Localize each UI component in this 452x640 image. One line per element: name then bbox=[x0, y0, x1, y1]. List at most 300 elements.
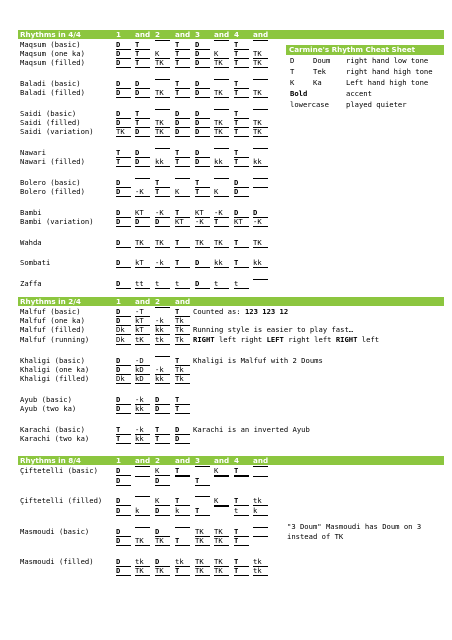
beat-cell bbox=[253, 279, 268, 280]
rhythm-note bbox=[193, 335, 379, 344]
beat-cell: TK bbox=[214, 127, 229, 137]
beat-cell bbox=[214, 40, 229, 41]
beat-cell: TK bbox=[155, 536, 170, 546]
beat-cell: T bbox=[155, 425, 170, 435]
beat-cell bbox=[253, 79, 268, 80]
beat-cell bbox=[214, 79, 229, 80]
legend-description: played quieter bbox=[346, 100, 407, 109]
beat-cell: T bbox=[175, 40, 190, 50]
beat-cell bbox=[214, 148, 229, 149]
beat-cell: t bbox=[155, 279, 170, 289]
beat-cell bbox=[155, 109, 170, 110]
beat-cell: TK bbox=[155, 118, 170, 128]
beat-cell bbox=[135, 178, 150, 179]
beat-cell bbox=[214, 476, 229, 477]
beat-cell bbox=[253, 40, 268, 41]
rhythm-note bbox=[193, 325, 353, 334]
rhythm-name: Malfuf (one ka) bbox=[20, 316, 85, 325]
rhythm-name: Khaligi (one ka) bbox=[20, 365, 90, 374]
beat-cell: T bbox=[234, 238, 249, 248]
beat-cell: T bbox=[234, 258, 249, 268]
beat-cell bbox=[135, 476, 150, 477]
note-text: LEFT bbox=[266, 335, 284, 344]
legend-symbol: Bold bbox=[290, 89, 308, 98]
beat-cell bbox=[155, 148, 170, 149]
beat-cell: T bbox=[135, 49, 150, 59]
beat-cell: kk bbox=[155, 325, 170, 335]
beat-cell: D bbox=[175, 109, 190, 119]
beat-cell: -k bbox=[155, 365, 170, 375]
beat-cell: D bbox=[195, 127, 210, 137]
beat-cell: D bbox=[195, 118, 210, 128]
beat-cell: D bbox=[175, 127, 190, 137]
beat-cell: D bbox=[116, 307, 131, 317]
section-title: Rhythms in 4/4 bbox=[20, 30, 81, 39]
beat-cell bbox=[253, 178, 268, 179]
masmoudi-note-line1: "3 Doum" Masmoudi has Doum on 3 bbox=[287, 522, 422, 531]
rhythm-note bbox=[193, 425, 310, 434]
beat-cell: TK bbox=[253, 88, 268, 98]
beat-cell: t bbox=[234, 506, 249, 516]
beat-cell: T bbox=[175, 58, 190, 68]
section-title: Rhythms in 8/4 bbox=[20, 456, 81, 465]
beat-cell: D bbox=[116, 466, 131, 476]
beat-cell: T bbox=[175, 258, 190, 268]
beat-header: and bbox=[175, 30, 191, 39]
beat-cell: T bbox=[234, 88, 249, 98]
beat-cell: Tk bbox=[175, 316, 190, 326]
beat-cell: D bbox=[116, 279, 131, 289]
beat-cell: TK bbox=[116, 127, 131, 137]
beat-cell: T bbox=[234, 127, 249, 137]
beat-cell: D bbox=[116, 527, 131, 537]
beat-cell: D bbox=[195, 58, 210, 68]
beat-cell: D bbox=[116, 40, 131, 50]
rhythm-name: Maqsum (basic) bbox=[20, 40, 81, 49]
beat-cell: kk bbox=[155, 374, 170, 384]
beat-cell: D bbox=[175, 425, 190, 435]
beat-cell: tK bbox=[135, 335, 150, 345]
beat-cell: t bbox=[214, 279, 229, 289]
beat-cell: TK bbox=[253, 127, 268, 137]
beat-cell: D bbox=[155, 217, 170, 227]
beat-cell bbox=[253, 148, 268, 149]
beat-cell: D bbox=[155, 395, 170, 405]
beat-cell: D bbox=[116, 258, 131, 268]
beat-cell: kk bbox=[214, 258, 229, 268]
beat-cell: TK bbox=[253, 118, 268, 128]
beat-cell: D bbox=[155, 527, 170, 537]
beat-cell: T bbox=[234, 58, 249, 68]
beat-cell bbox=[135, 496, 150, 497]
rhythm-name: Karachi (two ka) bbox=[20, 434, 90, 443]
beat-cell: D bbox=[116, 356, 131, 366]
beat-cell: D bbox=[116, 566, 131, 576]
beat-cell: D bbox=[116, 395, 131, 405]
rhythm-name: Saidi (basic) bbox=[20, 109, 77, 118]
beat-cell: K bbox=[155, 466, 170, 476]
beat-header: 3 bbox=[195, 456, 201, 465]
beat-cell: t bbox=[234, 279, 249, 289]
beat-cell: D bbox=[116, 79, 131, 89]
beat-cell: TK bbox=[214, 557, 229, 567]
beat-cell: D bbox=[116, 557, 131, 567]
beat-cell: KT bbox=[195, 208, 210, 218]
beat-cell: D bbox=[175, 118, 190, 128]
note-text: right left bbox=[283, 335, 336, 344]
beat-header: 4 bbox=[234, 30, 240, 39]
beat-cell: tk bbox=[155, 335, 170, 345]
beat-cell: D bbox=[116, 316, 131, 326]
beat-cell: D bbox=[116, 536, 131, 546]
cheat-sheet-legend bbox=[286, 45, 444, 110]
beat-cell: D bbox=[135, 88, 150, 98]
beat-cell: D bbox=[116, 208, 131, 218]
beat-cell: kk bbox=[214, 157, 229, 167]
beat-cell: D bbox=[155, 506, 170, 516]
beat-cell: K bbox=[214, 496, 229, 506]
beat-cell: T bbox=[234, 109, 249, 119]
rhythm-name: Maqsum (filled) bbox=[20, 58, 85, 67]
rhythm-note bbox=[193, 356, 323, 365]
beat-cell: T bbox=[234, 148, 249, 158]
beat-cell: D bbox=[116, 365, 131, 375]
beat-cell: D bbox=[195, 109, 210, 119]
beat-cell: k bbox=[253, 506, 268, 516]
beat-cell: D bbox=[116, 118, 131, 128]
beat-cell: TK bbox=[135, 536, 150, 546]
beat-cell: TK bbox=[214, 58, 229, 68]
beat-cell: T bbox=[175, 208, 190, 218]
legend-description: Left hand high tone bbox=[346, 78, 429, 87]
beat-cell: T bbox=[195, 187, 210, 197]
beat-cell: -K bbox=[155, 208, 170, 218]
legend-symbol: K bbox=[290, 78, 295, 87]
legend-symbol: D bbox=[290, 56, 295, 65]
beat-cell: T bbox=[135, 118, 150, 128]
beat-cell: TK bbox=[155, 238, 170, 248]
beat-cell: -K bbox=[195, 217, 210, 227]
beat-cell: TK bbox=[214, 118, 229, 128]
beat-cell: D bbox=[116, 404, 131, 414]
beat-cell: -T bbox=[135, 307, 150, 317]
beat-cell: T bbox=[175, 79, 190, 89]
beat-cell: T bbox=[234, 118, 249, 128]
beat-cell: Tk bbox=[175, 365, 190, 375]
beat-cell: tk bbox=[253, 496, 268, 506]
beat-cell: T bbox=[234, 49, 249, 59]
beat-cell: T bbox=[175, 466, 190, 476]
beat-cell: Tk bbox=[175, 325, 190, 335]
beat-cell: TK bbox=[135, 566, 150, 576]
beat-cell: kk bbox=[135, 434, 150, 444]
beat-cell: D bbox=[116, 88, 131, 98]
beat-cell: T bbox=[195, 178, 210, 188]
rhythm-name: Zaffa bbox=[20, 279, 42, 288]
beat-cell: D bbox=[195, 49, 210, 59]
beat-cell: T bbox=[175, 356, 190, 366]
section-header bbox=[18, 30, 444, 39]
beat-cell: -k bbox=[135, 425, 150, 435]
beat-cell: kT bbox=[135, 258, 150, 268]
beat-cell: tk bbox=[135, 557, 150, 567]
rhythm-name: Ayub (basic) bbox=[20, 395, 72, 404]
beat-cell: D bbox=[135, 148, 150, 158]
rhythm-name: Bambi (variation) bbox=[20, 217, 94, 226]
beat-cell: kD bbox=[135, 365, 150, 375]
beat-cell: D bbox=[253, 208, 268, 218]
beat-header: and bbox=[214, 456, 230, 465]
rhythm-name: Khaligi (basic) bbox=[20, 356, 85, 365]
rhythm-name: Baladi (basic) bbox=[20, 79, 81, 88]
beat-cell: D bbox=[135, 157, 150, 167]
beat-header: 4 bbox=[234, 456, 240, 465]
beat-header: 3 bbox=[195, 30, 201, 39]
beat-cell bbox=[253, 527, 268, 528]
legend-row bbox=[286, 77, 444, 88]
beat-cell: TK bbox=[214, 238, 229, 248]
beat-cell: T bbox=[214, 217, 229, 227]
beat-cell: D bbox=[155, 404, 170, 414]
beat-cell: TK bbox=[195, 557, 210, 567]
legend-row bbox=[286, 88, 444, 99]
beat-cell bbox=[195, 466, 210, 467]
beat-cell: KT bbox=[175, 217, 190, 227]
beat-cell: T bbox=[116, 425, 131, 435]
beat-cell: TK bbox=[214, 566, 229, 576]
beat-header: and bbox=[214, 30, 230, 39]
beat-cell: T bbox=[175, 148, 190, 158]
beat-cell: T bbox=[234, 40, 249, 50]
beat-cell: T bbox=[155, 434, 170, 444]
rhythm-name: Karachi (basic) bbox=[20, 425, 85, 434]
beat-cell: D bbox=[116, 238, 131, 248]
rhythm-name: Bambi bbox=[20, 208, 42, 217]
beat-cell: -K bbox=[135, 187, 150, 197]
beat-cell: D bbox=[135, 79, 150, 89]
beat-cell: TK bbox=[155, 566, 170, 576]
beat-cell: -K bbox=[214, 208, 229, 218]
legend-symbol: T bbox=[290, 67, 295, 76]
beat-cell: D bbox=[116, 496, 131, 506]
rhythm-name: Malfuf (running) bbox=[20, 335, 90, 344]
beat-cell: D bbox=[155, 476, 170, 486]
legend-row bbox=[286, 55, 444, 66]
legend-sound: Ka bbox=[313, 78, 322, 87]
rhythm-note bbox=[193, 307, 288, 316]
beat-cell: D bbox=[195, 157, 210, 167]
beat-cell: D bbox=[116, 187, 131, 197]
beat-cell: T bbox=[175, 157, 190, 167]
note-text: RIGHT bbox=[193, 335, 215, 344]
beat-cell: T bbox=[175, 307, 190, 317]
legend-description: right hand low tone bbox=[346, 56, 429, 65]
legend-row bbox=[286, 66, 444, 77]
beat-cell: -k bbox=[155, 258, 170, 268]
beat-header: and bbox=[175, 456, 191, 465]
beat-header: and bbox=[253, 30, 269, 39]
beat-cell: T bbox=[195, 506, 210, 516]
beat-cell: TK bbox=[195, 536, 210, 546]
beat-cell bbox=[155, 79, 170, 80]
beat-cell: T bbox=[234, 536, 249, 546]
beat-cell: D bbox=[116, 109, 131, 119]
beat-cell bbox=[135, 527, 150, 528]
beat-cell: T bbox=[116, 157, 131, 167]
beat-cell: TK bbox=[214, 527, 229, 537]
beat-cell: D bbox=[116, 217, 131, 227]
beat-header: and bbox=[175, 297, 191, 306]
beat-header: 2 bbox=[155, 30, 161, 39]
beat-cell: T bbox=[234, 79, 249, 89]
beat-cell: D bbox=[116, 506, 131, 516]
beat-cell: T bbox=[116, 148, 131, 158]
beat-cell bbox=[253, 187, 268, 188]
beat-cell: K bbox=[155, 496, 170, 506]
beat-cell bbox=[253, 466, 268, 467]
beat-cell bbox=[214, 506, 229, 507]
note-text: left right bbox=[214, 335, 267, 344]
beat-cell: T bbox=[234, 496, 249, 506]
beat-cell: tk bbox=[253, 566, 268, 576]
beat-cell: Dk bbox=[116, 335, 131, 345]
beat-cell: T bbox=[175, 395, 190, 405]
note-text: 123 123 12 bbox=[244, 307, 289, 316]
beat-cell bbox=[253, 536, 268, 537]
beat-cell: TK bbox=[155, 127, 170, 137]
note-text: Running style is easier to play fast… bbox=[193, 325, 354, 334]
beat-cell: D bbox=[116, 178, 131, 188]
beat-cell bbox=[195, 496, 210, 497]
beat-cell: tk bbox=[175, 557, 190, 567]
beat-cell: k bbox=[135, 506, 150, 516]
beat-header: 2 bbox=[155, 297, 161, 306]
beat-cell: TK bbox=[155, 58, 170, 68]
beat-cell: T bbox=[175, 496, 190, 506]
beat-cell: TK bbox=[195, 238, 210, 248]
beat-cell: TK bbox=[253, 238, 268, 248]
note-text: Khaligi is Malfuf with 2 Doums bbox=[193, 356, 323, 365]
beat-cell: T bbox=[155, 178, 170, 188]
beat-cell: D bbox=[175, 434, 190, 444]
note-text: left bbox=[357, 335, 380, 344]
beat-cell: TK bbox=[253, 49, 268, 59]
beat-cell bbox=[175, 476, 190, 477]
beat-cell: K bbox=[214, 49, 229, 59]
beat-cell: Dk bbox=[116, 374, 131, 384]
rhythm-name: Baladi (filled) bbox=[20, 88, 85, 97]
beat-cell: D bbox=[234, 208, 249, 218]
beat-cell: D bbox=[195, 279, 210, 289]
beat-cell: T bbox=[234, 157, 249, 167]
beat-cell: D bbox=[234, 178, 249, 188]
rhythm-name: Ayub (two ka) bbox=[20, 404, 77, 413]
beat-cell: kk bbox=[135, 404, 150, 414]
rhythm-name: Bolero (basic) bbox=[20, 178, 81, 187]
section-title: Rhythms in 2/4 bbox=[20, 297, 81, 306]
beat-cell: kk bbox=[253, 258, 268, 268]
beat-cell: t bbox=[175, 279, 190, 289]
beat-cell: TK bbox=[155, 88, 170, 98]
rhythm-name: Malfuf (basic) bbox=[20, 307, 81, 316]
beat-header: and bbox=[135, 297, 151, 306]
rhythm-name: Wahda bbox=[20, 238, 42, 247]
section-header bbox=[18, 456, 444, 465]
beat-cell: Tk bbox=[175, 374, 190, 384]
beat-cell: T bbox=[195, 476, 210, 486]
beat-cell: T bbox=[175, 49, 190, 59]
beat-cell: T bbox=[234, 557, 249, 567]
beat-cell: D bbox=[195, 258, 210, 268]
beat-cell: TK bbox=[195, 566, 210, 576]
beat-cell: T bbox=[234, 466, 249, 476]
beat-cell bbox=[155, 307, 170, 308]
rhythm-name: Malfuf (filled) bbox=[20, 325, 85, 334]
beat-header: 2 bbox=[155, 456, 161, 465]
beat-cell: T bbox=[135, 109, 150, 119]
beat-header: 1 bbox=[116, 30, 122, 39]
beat-cell: TK bbox=[135, 238, 150, 248]
beat-cell: k bbox=[175, 506, 190, 516]
rhythm-name: Masmoudi (basic) bbox=[20, 527, 90, 536]
legend-sound: Tek bbox=[313, 67, 326, 76]
beat-header: 1 bbox=[116, 297, 122, 306]
rhythm-name: Nawari (filled) bbox=[20, 157, 85, 166]
beat-cell: -k bbox=[155, 316, 170, 326]
beat-cell: D bbox=[195, 88, 210, 98]
beat-cell bbox=[155, 40, 170, 41]
beat-cell: Dk bbox=[116, 325, 131, 335]
note-text: Counted as: bbox=[193, 307, 245, 316]
beat-cell: T bbox=[175, 88, 190, 98]
rhythm-name: Çiftetelli (basic) bbox=[20, 466, 98, 475]
beat-cell bbox=[253, 109, 268, 110]
section-header bbox=[18, 297, 444, 306]
legend-description: accent bbox=[346, 89, 372, 98]
beat-cell: D bbox=[234, 187, 249, 197]
beat-cell: KT bbox=[135, 208, 150, 218]
beat-cell: D bbox=[116, 476, 131, 486]
beat-cell: kk bbox=[155, 157, 170, 167]
beat-cell: T bbox=[135, 40, 150, 50]
beat-cell: K bbox=[175, 187, 190, 197]
beat-cell: kD bbox=[135, 374, 150, 384]
legend-title: Carmine's Rhythm Cheat Sheet bbox=[286, 45, 444, 55]
beat-header: and bbox=[253, 456, 269, 465]
beat-cell: T bbox=[234, 566, 249, 576]
beat-cell: -D bbox=[135, 356, 150, 366]
rhythm-name: Sombati bbox=[20, 258, 51, 267]
beat-cell: TK bbox=[214, 88, 229, 98]
rhythm-name: Saidi (variation) bbox=[20, 127, 94, 136]
beat-cell: T bbox=[116, 434, 131, 444]
masmoudi-note-line2: instead of TK bbox=[287, 532, 344, 541]
beat-cell: kT bbox=[135, 325, 150, 335]
beat-cell: TK bbox=[214, 536, 229, 546]
beat-cell: tt bbox=[135, 279, 150, 289]
legend-sound: Doum bbox=[313, 56, 331, 65]
rhythm-name: Saidi (filled) bbox=[20, 118, 81, 127]
beat-cell: kT bbox=[135, 316, 150, 326]
beat-cell bbox=[175, 178, 190, 179]
beat-header: and bbox=[135, 456, 151, 465]
beat-cell bbox=[253, 476, 268, 477]
legend-row bbox=[286, 99, 444, 110]
beat-cell: D bbox=[116, 58, 131, 68]
rhythm-name: Çiftetelli (filled) bbox=[20, 496, 103, 505]
beat-cell bbox=[214, 178, 229, 179]
beat-cell: kk bbox=[253, 157, 268, 167]
